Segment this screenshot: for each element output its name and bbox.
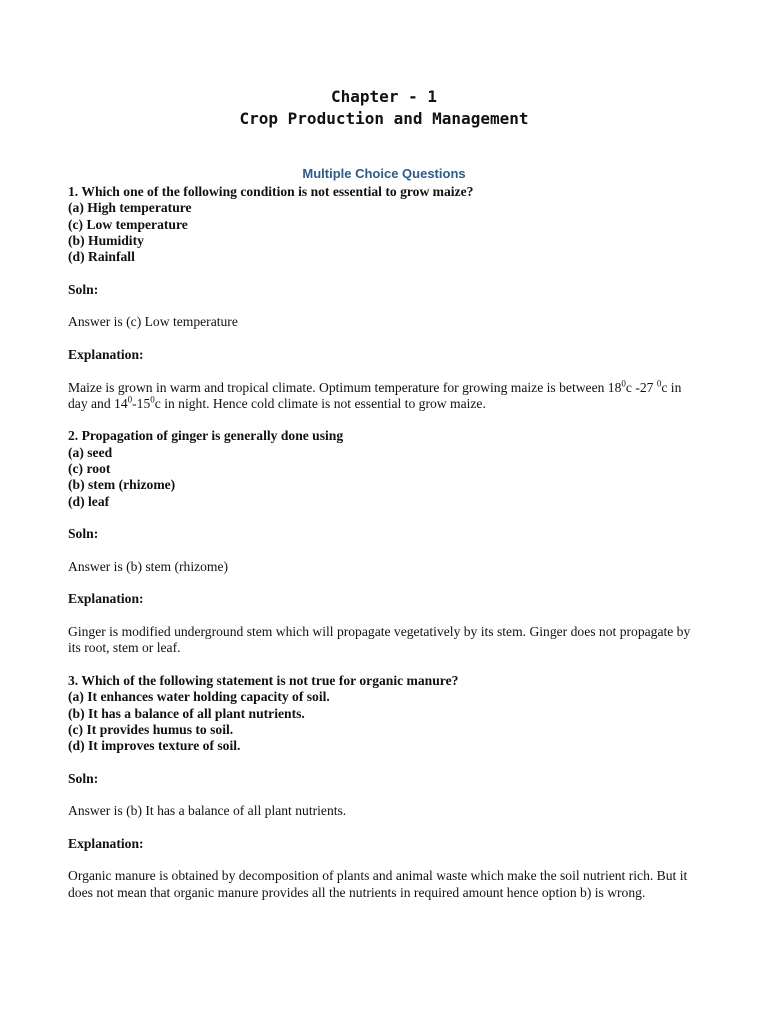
question-text: 1. Which one of the following condition is not essential to grow maize?	[68, 184, 474, 199]
question-block-1	[68, 184, 704, 428]
option: (b) It has a balance of all plant nutrients.	[68, 705, 305, 721]
question-block-3	[68, 673, 704, 901]
option: (d) It improves texture of soil.	[68, 738, 241, 754]
answer-text: Answer is (b) stem (rhizome)	[68, 558, 229, 574]
question-text: 2. Propagation of ginger is generally done using	[68, 428, 344, 444]
explanation-text: Ginger is modified underground stem which will propagate vegetatively by its stem. Ginger does not propagate by its root, stem or leaf.	[68, 624, 691, 656]
explanation-label: Explanation:	[68, 591, 144, 607]
section-heading: Multiple Choice Questions	[302, 166, 466, 181]
chapter-number: Chapter - 1	[331, 87, 437, 106]
explanation-text: Organic manure is obtained by decomposition of plants and animal waste which make the soil nutrient rich. But it does not mean that organic manure provides all the nutrients in required amount hence option b) is wrong.	[68, 868, 688, 900]
chapter-title: Crop Production and Management	[239, 109, 529, 128]
option: (a) It enhances water holding capacity of soil.	[68, 689, 330, 705]
option: (a) seed	[68, 444, 113, 460]
question-block-2	[68, 428, 704, 672]
option: (d) Rainfall	[68, 249, 135, 265]
option: (b) Humidity	[68, 232, 144, 248]
explanation-text: Maize is grown in warm and tropical climate. Optimum temperature for growing maize is between $18^0c$ -27 $^0$c in day and $14^0-15^0c$ in night. Hence cold climate is not essential to grow maize.	[68, 378, 682, 411]
option: (c) It provides humus to soil.	[68, 721, 234, 737]
explanation-label: Explanation:	[68, 835, 144, 851]
explanation-label: Explanation:	[68, 346, 144, 362]
soln-label: Soln:	[68, 526, 99, 542]
option: (a) High temperature	[68, 200, 192, 216]
option: (d) leaf	[68, 493, 110, 509]
question-text: 3. Which of the following statement is not true for organic manure?	[68, 672, 459, 688]
option: (b) stem (rhizome)	[68, 477, 176, 493]
answer-text: Answer is (b) It has a balance of all plant nutrients.	[68, 803, 347, 819]
option: (c) root	[68, 461, 111, 477]
questions-content	[68, 184, 704, 901]
soln-label: Soln:	[68, 281, 99, 297]
soln-label: Soln:	[68, 770, 99, 786]
answer-text: Answer is (c) Low temperature	[68, 314, 238, 330]
option: (c) Low temperature	[68, 216, 188, 232]
